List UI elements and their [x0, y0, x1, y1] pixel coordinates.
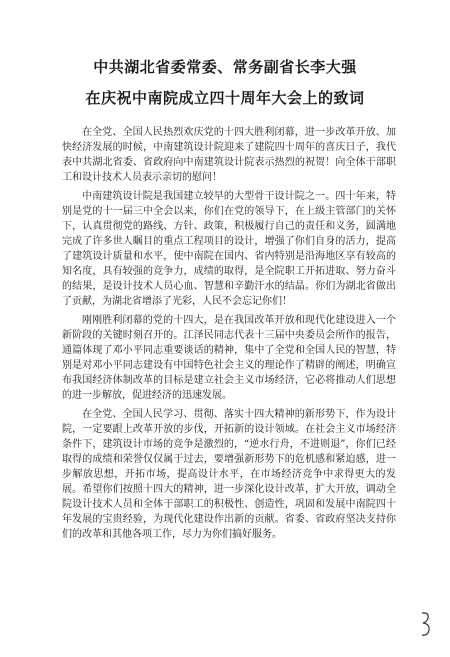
- document-title-line-2: 在庆祝中南院成立四十周年大会上的致词: [85, 89, 365, 107]
- document-title-line-1: 中共湖北省委常委、常务副省长李大强: [93, 58, 357, 76]
- page-number-mark: [420, 609, 432, 639]
- paragraph: 中南建筑设计院是我国建立较早的大型骨干设计院之一。四十年来，特别是党的十一届三中全会以来，你们在党的领导下，在上级主管部门的关怀下，认真贯彻党的路线、方针、政策，积极履行自己的责任和义务，圆满地完成了许多世人瞩目的重点工程项目的设计，增强了你们自身的活力，提高了建筑设计质量和水平，使中南院在国内、省内特别是沿海地区享有较高的知名度，具有较强的竞争力，成绩的取得，是全院职工开拓进取、努力奋斗的结果，是设计技术人员心血、智慧和辛勤汗水的结晶。你们为湖北省做出了贡献，为湖北省增添了光彩，人民不会忘记你们！: [62, 191, 396, 307]
- document-body: [62, 125, 396, 546]
- paragraph: 刚刚胜利闭幕的党的十四大，是在我国改革开放和现代化建设进入一个新阶段的关键时刻召开的。江泽民同志代表十三届中央委员会所作的报告，通篇体现了邓小平同志重要谈话的精神，集中了全党和全国人民的智慧，特别是对邓小平同志建设有中国特色社会主义的理论作了精辟的阐述，明确宣布我国经济体制改革的目标是建立社会主义市场经济，它必将推动人们思想的进一步解放，促进经济的迅速发展。: [62, 315, 396, 401]
- paragraph: 在全党、全国人民学习、贯彻、落实十四大精神的新形势下，作为设计院，一定要跟上改革开放的步伐，开拓新的设计领域。在社会主义市场经济条件下，建筑设计市场的竞争是激烈的，“逆水行舟，不进则退”，你们已经取得的成绩和荣誉仅仅属于过去，要增强新形势下的危机感和紧迫感，进一步解放思想，开拓市场，提高设计水平，在市场经济竞争中求得更大的发展。希望你们按照十四大的精神，进一步深化设计改革，扩大开放，调动全院设计技术人员和全体干部职工的积极性、创造性，巩固和发展中南院四十年发展的宝贵经验，为现代化建设作出新的贡献。省委、省政府坚决支持你们的改革和其他各项工作，尽力为你们搞好服务。: [62, 409, 396, 540]
- paragraph: 在全党、全国人民热烈欢庆党的十四大胜利闭幕，进一步改革开放、加快经济发展的时候，中南建筑设计院迎来了建院四十周年的喜庆日子，我代表中共湖北省委、省政府向中南建筑设计院表示热烈的祝贺！向全体干部职工和设计技术人员表示亲切的慰问！: [62, 127, 396, 183]
